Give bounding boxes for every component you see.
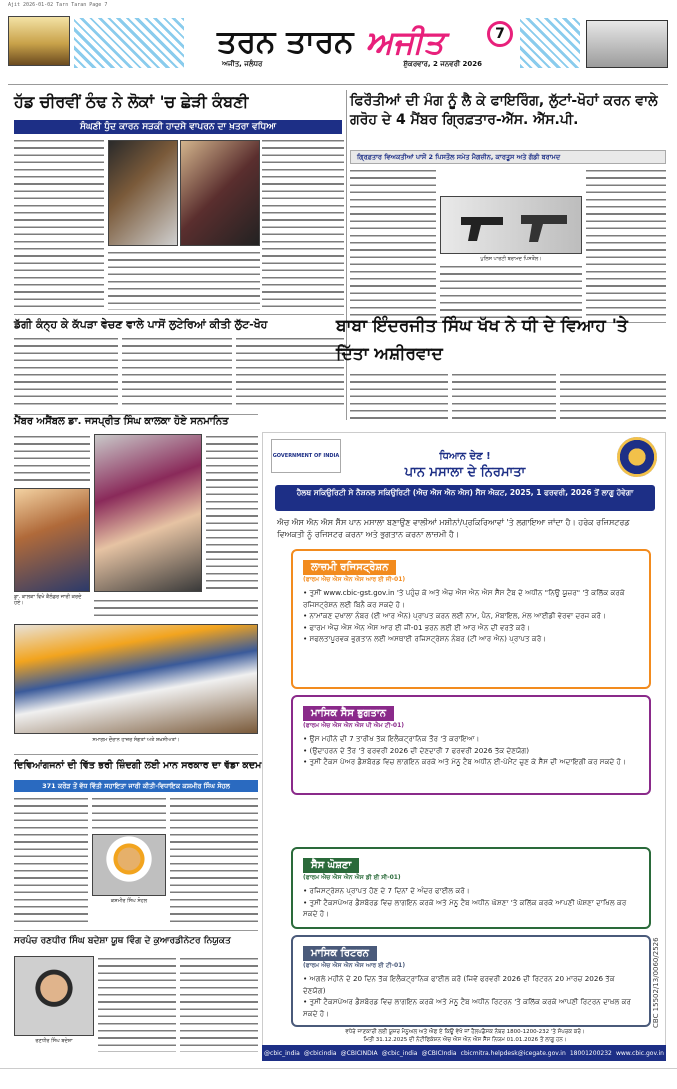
payment-form: (ਫਾਰਮ ਐਚ ਐਸ ਐਨ ਐਸ ਪੀ ਐਮ ਟੀ-01) bbox=[303, 722, 405, 729]
declaration-title: ਸੈੱਸ ਘੋਸ਼ਣਾ bbox=[303, 858, 359, 873]
masthead-pattern-right bbox=[520, 18, 580, 68]
disabled-body-col3 bbox=[170, 796, 258, 924]
cbic-advertisement bbox=[262, 432, 666, 1060]
cbc-code: CBC 15502/13/0060/2526 bbox=[652, 937, 660, 1028]
ad-intro: ਐਚ ਐਸ ਐਨ ਐਸ ਸੈੱਸ ਪਾਨ ਮਸਾਲਾ ਬਣਾਉਣ ਵਾਲੀਆਂ ਮਸ਼ੀਨਾਂ/ਪ੍ਰਕਿਰਿਆਵਾਂ 'ਤੇ ਲਗਾਇਆ ਜਾਂਦਾ ਹੈ। ਹਰੇਕ ਰਜਿਸਟਰਡ ਵਿਅਕਤੀ ਨੂੰ ਰਜਿਸਟਰ ਕਰਨਾ ਅਤੇ ਭੁਗਤਾਨ ਕਰਨਾ ਲਾਜ਼ਮੀ ਹੈ। bbox=[277, 518, 630, 539]
helpline-number[interactable]: 18001200232 bbox=[569, 1049, 612, 1057]
cbc-code-wrap bbox=[650, 890, 662, 1030]
disabled-headline: ਦਿਵਿਆਂਗਜਨਾਂ ਦੀ ਵਿੱਤ ਭਰੀ ਜ਼ਿੰਦਗੀ ਲਈ ਮਾਨ ਸਰਕਾਰ ਦਾ ਵੱਡਾ ਕਦਮ bbox=[14, 760, 262, 771]
firing-body-col2 bbox=[440, 264, 582, 318]
print-slug: Ajit 2026-01-02 Tarn Taran Page 7 bbox=[8, 2, 108, 8]
robbery-body-col1 bbox=[14, 336, 118, 410]
calendar-body-col2 bbox=[206, 434, 258, 592]
cold-body-col2 bbox=[108, 250, 260, 310]
cold-photo-1 bbox=[108, 140, 178, 246]
return-bullet: • ਤੁਸੀਂ ਟੈਕਸਪੇਅਰ ਡੈਸ਼ਬੋਰਡ ਵਿਚ ਲਾਗਇਨ ਕਰਕੇ ਅਤੇ ਮੇਨੂ ਟੈਬ ਅਧੀਨ ਰਿਟਰਨ 'ਤੇ ਕਲਿੱਕ ਕਰਕੇ ਆਪਣੀ ਰਿਟਰਨ ਦਾਖ਼ਲ ਕਰ ਸਕਦੇ ਹੋ। bbox=[303, 996, 639, 1019]
firing-body-col1 bbox=[350, 168, 436, 318]
ad-card-return bbox=[291, 935, 651, 1027]
payment-bullet: • (ਉਦਾਹਰਨ ਦੇ ਤੌਰ 'ਤੇ ਫਰਵਰੀ 2026 ਦੀ ਦੇਣਦਾਰੀ 7 ਫਰਵਰੀ 2026 ਤੱਕ ਦੇਣਯੋਗ) bbox=[303, 745, 639, 757]
sarpanch-headline: ਸਰਪੰਚ ਰਣਧੀਰ ਸਿੰਘ ਬਦੇਸ਼ਾ ਯੂਥ ਵਿੰਗ ਦੇ ਕੁਆਰਡੀਨੇਟਰ ਨਿਯੁਕਤ bbox=[14, 936, 231, 946]
wedding-body-col2 bbox=[452, 372, 556, 420]
sarpanch-body-col1 bbox=[98, 956, 176, 1052]
gathering-photo bbox=[14, 624, 258, 734]
sohal-caption: ਕਸ਼ਮੀਰ ਸਿੰਘ ਸੋਹਲ bbox=[110, 898, 148, 904]
issue-date: ਸ਼ੁੱਕਰਵਾਰ, 2 ਜਨਵਰੀ 2026 bbox=[403, 60, 482, 68]
ad-attention: ਧਿਆਨ ਦੇਣ ! bbox=[439, 451, 491, 462]
return-title: ਮਾਸਿਕ ਰਿਟਰਨ bbox=[303, 946, 377, 961]
registration-title: ਲਾਜ਼ਮੀ ਰਜਿਸਟ੍ਰੇਸ਼ਨ bbox=[303, 560, 396, 575]
registration-bullet: • ਤੁਸੀਂ www.cbic-gst.gov.in 'ਤੇ ਪਹੁੰਚ ਕੇ ਅਤੇ ਐਚ ਐਸ ਐਨ ਐਸ ਸੈੱਸ ਟੈਬ ਦੇ ਅਧੀਨ "ਨਿਊ ਯੂਜ਼ਰ" 'ਤੇ ਕਲਿੱਕ ਕਰਕੇ ਰਜਿਸਟ੍ਰੇਸ਼ਨ ਲਈ ਬਿਨੈ ਕਰ ਸਕਦੇ ਹੋ। bbox=[303, 587, 639, 610]
rule-robbery bbox=[14, 314, 344, 315]
gathering-caption: ਸਮਾਗਮ ਦੌਰਾਨ ਹਾਜ਼ਰ ਸੰਗਤਾਂ ਅਤੇ ਸ਼ਖ਼ਸੀਅਤਾਂ। bbox=[92, 737, 180, 743]
declaration-bullet: • ਰਜਿਸਟ੍ਰੇਸ਼ਨ ਪ੍ਰਾਪਤ ਹੋਣ ਦੇ 7 ਦਿਨਾਂ ਦੇ ਅੰਦਰ ਫਾਈਲ ਕਰੋ। bbox=[303, 885, 639, 897]
calendar-caption: ਡਾ. ਕਾਲਕਾ ਵਿਖੇ ਕੈਲੰਡਰ ਜਾਰੀ ਕਰਦੇ ਹੋਏ। bbox=[14, 594, 82, 606]
cold-body-col3 bbox=[262, 138, 344, 310]
calendar-headline: ਮੈਂਬਰ ਅਸੈਂਬਲ ਡਾ. ਜਸਪ੍ਰੀਤ ਸਿੰਘ ਕਾਲਕਾ ਹੋਏ ਸਨਮਾਨਿਤ bbox=[14, 416, 229, 427]
wedding-headline: ਬਾਬਾ ਇੰਦਰਜੀਤ ਸਿੰਘ ਖੱਖ ਨੇ ਧੀ ਦੇ ਵਿਆਹ 'ਤੇ ਦਿੱਤਾ ਅਸ਼ੀਰਵਾਦ bbox=[336, 316, 628, 364]
cold-body-col1 bbox=[14, 138, 104, 310]
masthead-brand bbox=[188, 24, 473, 60]
robbery-body-col2 bbox=[122, 336, 232, 410]
firing-body-col3 bbox=[586, 168, 666, 318]
robbery-body-col3 bbox=[236, 336, 344, 410]
payment-title: ਮਾਸਿਕ ਸੈੱਸ ਭੁਗਤਾਨ bbox=[303, 706, 394, 721]
firing-headline: ਫਿਰੌਤੀਆਂ ਦੀ ਮੰਗ ਨੂੰ ਲੈ ਕੇ ਫਾਇਰਿੰਗ, ਲੁੱਟਾਂ-ਖੋਹਾਂ ਕਰਨ ਵਾਲੇ ਗਰੋਹ ਦੇ 4 ਮੈਂਬਰ ਗ੍ਰਿਫ਼ਤਾਰ-ਐੱਸ. ਐੱਸ.ਪੀ. bbox=[350, 93, 658, 128]
sarpanch-body-col2 bbox=[180, 956, 258, 1052]
website-link[interactable]: www.cbic.gov.in bbox=[615, 1049, 664, 1057]
column-rule bbox=[346, 90, 347, 420]
robbery-headline: ਡੱਗੀ ਕੰਨ੍ਹ ਕੇ ਕੱਪੜਾ ਵੇਚਣ ਵਾਲੇ ਪਾਸੋਂ ਲੁਟੇਰਿਆਂ ਕੀਤੀ ਲੁੱਟ-ਖੋਹ bbox=[14, 318, 268, 331]
rule-calendar bbox=[14, 414, 258, 415]
registration-bullet: • ਫਾਰਮ ਐਚ ਐਸ ਐਨ ਐਸ ਆਰ ਈ ਜੀ-01 ਭਰਨ ਲਈ ਈ ਆਰ ਐਨ ਦੀ ਵਰਤੋਂ ਕਰੋ। bbox=[303, 622, 639, 634]
calendar-photo-1 bbox=[14, 488, 90, 592]
top-right-ad bbox=[586, 20, 668, 68]
golden-temple-photo bbox=[8, 16, 70, 66]
payment-bullets bbox=[303, 733, 639, 768]
paper-name: ਅਜੀਤ bbox=[365, 22, 445, 61]
linkedin-handle[interactable]: @CBICIndia bbox=[421, 1049, 457, 1057]
youtube-handle[interactable]: @CBICINDIA bbox=[340, 1049, 378, 1057]
badesha-photo bbox=[14, 956, 94, 1036]
declaration-bullet: • ਤੁਸੀਂ ਟੈਕਸਪੇਅਰ ਡੈਸ਼ਬੋਰਡ ਵਿਚ ਲਾਗਇਨ ਕਰਕੇ ਅਤੇ ਮੇਨੂ ਟੈਬ ਅਧੀਨ ਘੋਸ਼ਣਾ 'ਤੇ ਕਲਿੱਕ ਕਰਕੇ ਆਪਣੀ ਘੋਸ਼ਣਾ ਦਾਖਿਲ ਕਰ ਸਕਦੇ ਹੋ। bbox=[303, 897, 639, 920]
ad-note-1: ਵਧੇਰੇ ਜਾਣਕਾਰੀ ਲਈ ਯੂਜ਼ਰ ਮੈਨੂਅਲ ਅਤੇ ਐਫ ਏ ਕਿਊ ਵੇਖੋ ਜਾਂ ਹੈਲਪਡੈਸਕ ਨੰਬਰ 1800-1200-232 'ਤੇ ਸੰਪਰਕ ਕਰੋ। bbox=[345, 1029, 585, 1035]
ad-card-payment bbox=[291, 695, 651, 795]
wedding-body-col1 bbox=[350, 372, 448, 420]
cold-photo-2 bbox=[180, 140, 260, 246]
badesha-caption: ਰਣਧੀਰ ਸਿੰਘ ਬਦੇਸ਼ਾ bbox=[35, 1038, 73, 1044]
rule-sarpanch bbox=[14, 930, 258, 931]
facebook-handle[interactable]: @cbicindia bbox=[303, 1049, 337, 1057]
pistols-photo bbox=[440, 196, 582, 254]
return-form: (ਫਾਰਮ ਐਚ ਐਸ ਐਨ ਐਸ ਆਰ ਈ ਟੀ-01) bbox=[303, 962, 406, 969]
page-number: 7 bbox=[487, 21, 513, 47]
edition: ਅਜੀਤ, ਜਲੰਧਰ bbox=[222, 60, 263, 68]
registration-bullets bbox=[303, 587, 639, 645]
ad-footer-social bbox=[262, 1045, 666, 1061]
registration-bullet: • ਸਫਲਤਾਪੂਰਵਕ ਭੁਗਤਾਨ ਲਈ ਅਸਥਾਈ ਰਜਿਸਟ੍ਰੇਸ਼ਨ ਨੰਬਰ (ਟੀ ਆਰ ਐਨ) ਪ੍ਰਾਪਤ ਕਰੋ। bbox=[303, 633, 639, 645]
payment-bullet: • ਉਸ ਮਹੀਨੇ ਦੀ 7 ਤਾਰੀਖ ਤੱਕ ਇਲੈਕਟ੍ਰਾਨਿਕ ਤੌਰ 'ਤੇ ਕਰਾਇਆ। bbox=[303, 733, 639, 745]
helpdesk-email[interactable]: cbicmitra.helpdesk@icegate.gov.in bbox=[460, 1049, 566, 1057]
instagram-handle[interactable]: @cbic_india bbox=[381, 1049, 418, 1057]
registration-form: (ਫਾਰਮ ਐਚ ਐਸ ਐਨ ਐਸ ਆਰ ਈ ਜੀ-01) bbox=[303, 576, 406, 583]
calendar-photo-2 bbox=[94, 434, 202, 592]
disabled-body-col2 bbox=[92, 796, 166, 830]
city-name: ਤਰਨ ਤਾਰਨ bbox=[216, 23, 354, 60]
registration-bullet: • ਨਾਮਾਂਕਣ ਦਖਾਲਾ ਨੰਬਰ (ਈ ਆਰ ਐਨ) ਪ੍ਰਾਪਤ ਕਰਨ ਲਈ ਨਾਮ, ਪੈਨ, ਮੋਬਾਇਲ, ਮੇਲ ਆਈਡੀ ਵੇਰਵਾ ਦਰਜ ਕਰੋ। bbox=[303, 610, 639, 622]
ad-card-registration bbox=[291, 549, 651, 689]
dateline bbox=[222, 60, 482, 69]
ad-act-banner: ਹੈਲਥ ਸਕਿਉਰਿਟੀ ਸੇ ਨੈਸ਼ਨਲ ਸਕਿਉਰਿਟੀ (ਐਚ ਐਸ ਐਨ ਐਸ) ਸੈੱਸ ਐਕਟ, 2025, 1 ਫਰਵਰੀ, 2026 ਤੋਂ ਲਾਗੂ ਹੋਵੇਗਾ bbox=[275, 485, 655, 511]
pistols-caption: ਪੁਲਿਸ ਪਾਰਟੀ ਬਰਾਮਦ ਪਿਸਤੌਲ। bbox=[480, 256, 542, 262]
rule-disabled bbox=[14, 754, 258, 755]
masthead-pattern-left bbox=[74, 18, 184, 68]
masthead-rule bbox=[8, 84, 668, 85]
pistols-graphic bbox=[441, 197, 583, 255]
ad-card-declaration bbox=[291, 847, 651, 929]
twitter-handle[interactable]: @cbic_india bbox=[264, 1049, 300, 1057]
bottom-rule bbox=[0, 1068, 677, 1069]
firing-subhead: ਗ੍ਰਿਫ਼ਤਾਰ ਵਿਅਕਤੀਆਂ ਪਾਸੋਂ 2 ਪਿਸਤੌਲ ਸਮੇਤ ਮੈਗਜ਼ੀਨ, ਕਾਰਤੂਸ ਅਤੇ ਗੱਡੀ ਬਰਾਮਦ bbox=[350, 150, 666, 164]
return-bullets bbox=[303, 973, 639, 1019]
disabled-subhead: 371 ਕਰੋੜ ਤੋਂ ਵੱਧ ਵਿੱਤੀ ਸਹਾਇਤਾ ਜਾਰੀ ਕੀਤੀ-ਵਿਧਾਇਕ ਕਸ਼ਮੀਰ ਸਿੰਘ ਸੋਹਲ bbox=[14, 780, 258, 792]
return-bullet: • ਅਗਲੇ ਮਹੀਨੇ ਦੇ 20 ਦਿਨ ਤੱਕ ਇਲੈਕਟ੍ਰਾਨਿਕ ਫਾਈਲ ਕਰੋ (ਜਿਵੇਂ ਫਰਵਰੀ 2026 ਦੀ ਰਿਟਰਨ 20 ਮਾਰਚ 2026 ਤੱਕ ਦੇਣਯੋਗ) bbox=[303, 973, 639, 996]
ad-product: ਪਾਨ ਮਸਾਲਾ ਦੇ ਨਿਰਮਾਤਾ bbox=[404, 465, 526, 480]
cold-subhead: ਸੰਘਣੀ ਧੁੰਦ ਕਾਰਨ ਸੜਕੀ ਹਾਦਸੇ ਵਾਪਰਨ ਦਾ ਖ਼ਤਰਾ ਵਧਿਆ bbox=[14, 120, 342, 134]
declaration-form: (ਫਾਰਮ ਐਚ ਐਸ ਐਨ ਐਸ ਡੀ ਈ ਸੀ-01) bbox=[303, 874, 401, 881]
calendar-body-col1 bbox=[14, 434, 90, 484]
ad-note-2: ਮਿਤੀ 31.12.2025 ਦੀ ਨੋਟੀਫਿਕੇਸ਼ਨ ਐਚ ਐਸ ਐਨ ਐਸ ਸੈੱਸ ਨਿਯਮ 01.01.2026 ਤੋਂ ਲਾਗੂ ਹਨ। bbox=[363, 1037, 567, 1043]
goi-label: GOVERNMENT OF INDIA bbox=[272, 453, 340, 459]
sohal-photo bbox=[92, 834, 166, 896]
disabled-body-col1 bbox=[14, 796, 88, 924]
calendar-body-col3 bbox=[94, 598, 258, 620]
payment-bullet: • ਤੁਸੀਂ ਟੈਕਸ ਪੇਅਰ ਡੈਸ਼ਬੋਰਡ ਵਿਚ ਲਾਗਇਨ ਕਰਕੇ ਅਤੇ ਮੇਨੂ ਟੈਬ ਅਧੀਨ ਈ-ਪੇਮੈਂਟ ਚੁਣ ਕੇ ਸੈੱਸ ਦੀ ਅਦਾਇਗੀ ਕਰ ਸਕਦੇ ਹੋ। bbox=[303, 756, 639, 768]
declaration-bullets bbox=[303, 885, 639, 920]
wedding-body-col3 bbox=[560, 372, 666, 420]
cold-headline: ਹੱਡ ਚੀਰਵੀਂ ਠੰਢ ਨੇ ਲੋਕਾਂ 'ਚ ਛੇੜੀ ਕੰਬਣੀ bbox=[14, 92, 249, 111]
